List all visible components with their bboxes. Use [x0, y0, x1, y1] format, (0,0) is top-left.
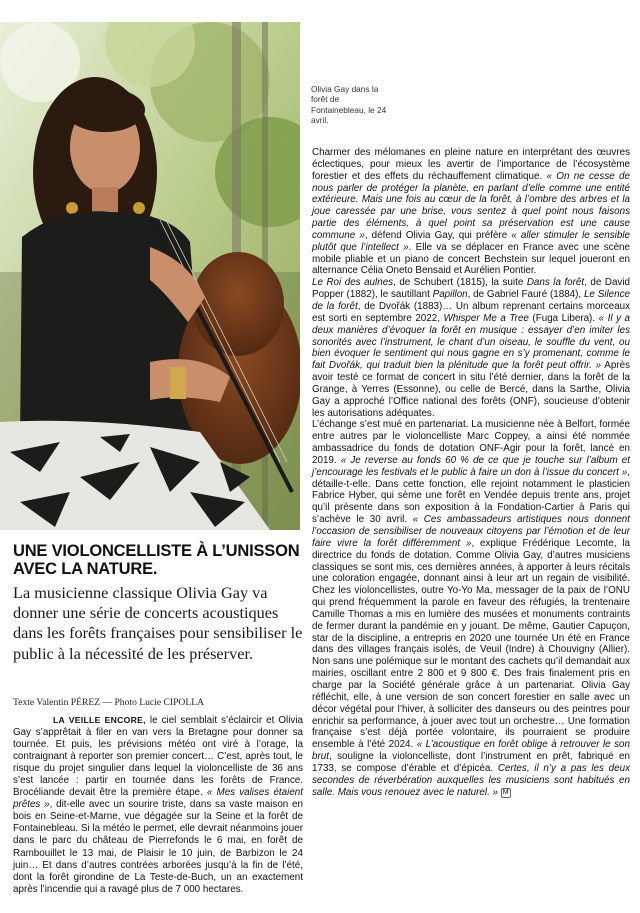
text-run: , détaille-t-elle. Dans cette fonction, elle rejoint notamment le plasticien Fabrice Hyber, qui sème une forêt en Vendée depuis trente ans, projet qu’il présente dans son exposition à la Fondation-Cartier à Paris qui s’achève le 30 avril.	[312, 466, 630, 526]
article-deck: La musicienne classique Olivia Gay va donner une série de concerts acoustiques dans les forêts françaises pour sensibiliser le public à la nécessité de les préserver.	[13, 583, 303, 663]
quote-run: Whisper Me a Tree	[443, 312, 529, 324]
text-run: , de David Popper (1882), le sautillant	[312, 277, 631, 301]
quote-run: « Ces ambassadeurs artistiques nous donnent l’occasion de sensibiliser de nouveaux citoyens par l’émotion et de leur faire vivre la forêt différemment »	[312, 514, 631, 549]
end-mark-icon: M	[502, 788, 509, 796]
hero-photo	[0, 22, 300, 530]
text-run: . Elle va se déplacer en France avec une scène mobile pliable et un piano de concert Bechstein sur lequel joueront en alternance Célia Oneto Bensaid et Aurélien Pontier.	[312, 241, 631, 277]
article-headline: UNE VIOLONCELLISTE À L’UNISSON AVEC LA NATURE.	[13, 542, 300, 578]
quote-run: Certes, il n’y a pas les deux secondes de réverbération auxquelles les musiciens sont habitués en salle. Mais vous renouez avec le naturel. »	[312, 762, 630, 798]
lead-paragraph	[13, 714, 303, 896]
quote-run: « Il y a deux manières d’évoquer la forêt en musique : essayer d’en imiter les sonorités avec l’instrument, le chant d’un oiseau, le souffle du vent, ou bien évoquer le sentiment qui nous gagne en s’y promenant, comme le fait Dvořák, qui traduit bien la plénitude que la forêt peut offrir. »	[312, 312, 631, 372]
cellist-illustration	[0, 22, 300, 530]
text-run: , défend Olivia Gay, qui préfère	[364, 229, 512, 241]
quote-run: Le Roi des aulnes	[312, 277, 394, 289]
text-run: Après avoir testé ce format de concert in situ l’été dernier, dans la forêt de la Grange, à Yerres (Essonne), ou celle de Bercé, dans la Sarthe, Olivia Gay a approché l’Office national des forêts (ONF), soucieuse d’obtenir les autorisations adéquates.	[312, 360, 630, 419]
quote-run: « aller stimuler le sensible plutôt que l’intellect »	[312, 229, 631, 253]
text-run: , de Gabriel Fauré (1884),	[467, 289, 584, 301]
body-paragraph	[312, 419, 630, 798]
text-run: , de Schubert (1815), la suite	[393, 277, 527, 289]
quote-run: « Je reverse au fonds 60 % de ce que je touche sur l’album et j’encourage les festivals et le public à faire un don à l’issue du concert »	[312, 454, 630, 478]
body-column-left	[13, 714, 303, 896]
quote-run: « L’acoustique en forêt oblige à retrouver le son brut	[312, 739, 630, 763]
quote-run: Papillon	[432, 289, 468, 301]
text-run: L’échange s’est mué en partenariat. La musicienne née à Belfort, formée entre autres par le violoncelliste Marc Coppey, a ainsi été nommée ambassadrice du fonds de dotation ONF-Agir pour la forêt, lancé en 2019.	[312, 419, 630, 466]
quote-run: « On ne cesse de nous parler de protéger la planète, en parlant d’elle comme une entité extérieure. Mais une fois au cœur de la forêt, à l’ombre des arbres et la joue caressée par une brise, vous sentez à quel point nous faisons partie des éléments, à quel point sa préservation est une cause commune »	[312, 170, 630, 241]
text-run: , de Dvořák (1883)… Un album reprenant certains morceaux est sorti en septembre 2022,	[312, 300, 631, 324]
text-run: , explique Frédérique Lecomte, la directrice du fonds de dotation. Comme Olivia Gay, d’autres musiciens classiques se sont mis, ces dernières années, à apporter à leurs récitals une coloration engagée, donnant ainsi à leur art un regain de visibilité. Chez les violoncellistes, outre Yo-Yo Ma, messager de la paix de l’ONU qui prend fréquemment la parole en faveur des réfugiés, la trentenaire Camille Thomas a mis en lumière des musées et monuments contraints de fermer durant la pandémie en y jouant. De même, Gautier Capuçon, star de la discipline, a entrepris en 2020 une tournée Un été en France dans des villages français isolés, de Veuil (Indre) à Chouvigny (Allier). Non sans une polémique sur le montant des cachets qu’il demandait aux mairies, oscillant entre 2 800 et 9 800 €. Des frais finalement pris en charge par la Société générale grâce à un partenariat. Olivia Gay réfléchit, elle, à une version de son concert forestier en salle avec un décor végétal pour l’hiver, à solliciter des danseurs ou des peintres pour enrichir sa performance, à jouer avec tout un orchestre… Une formation française s’est déjà portée volontaire, ils pourraient se produire ensemble à l’été 2024.	[312, 537, 630, 751]
article-credits: Texte Valentin PÉREZ — Photo Lucie CIPOLLA	[13, 697, 205, 708]
quote-run: Le Silence de la forêt	[312, 289, 630, 312]
body-column-right	[312, 147, 630, 798]
text-run: (Fuga Libera).	[528, 312, 599, 324]
text-run: Charmer des mélomanes en pleine nature en interprétant des œuvres éclectiques, pour mieux les avertir de l’importance de l’écosystème forestier et des effets du réchauffement climatique.	[312, 147, 630, 182]
text-run: , dit-elle avec un sourire triste, dans sa vaste maison en bois en Seine-et-Marne, vue dégagée sur la Seine et la forêt de Fontainebleau. Si la météo le permet, elle devrait néanmoins jouer dans le parc du château de Pierrefonds le 6 mai, en forêt de Rambouillet le 13 mai, de Plaisir le 10 juin, de Barbizon le 24 juin… Et dans d’autres contrées arborées jusqu’à la fin de l’été, dont la forêt girondine de La Teste-de-Buch, un an exactement après l’incendie qui a ravagé plus de 7 000 hectares.	[13, 799, 303, 895]
body-paragraph	[312, 277, 630, 419]
text-run: le ciel semblait s’éclaircir et Olivia Gay s’apprêtait à filer en van vers la Bretagne pour donner sa tournée. Et puis, les prévisions météo ont viré à l’orage, la contraignant à reporter son premier concert… C’est, après tout, le risque du projet singulier dans lequel la violoncelliste de 36 ans s’est lancée : partir en tournée dans les forêts de France. Brocéliande devait être la première étape.	[13, 715, 304, 799]
body-paragraph	[312, 147, 630, 277]
lead-in: LA VEILLE ENCORE,	[53, 715, 146, 725]
text-run: , souligne la violoncelliste, dont l’instrument en prêt, fabriqué en 1733, se compose d’érable et d’épicéa.	[312, 751, 630, 774]
quote-run: « Mes valises étaient prêtes »	[13, 787, 304, 811]
quote-run: Dans la forêt	[526, 277, 585, 289]
photo-caption: Olivia Gay dans la forêt de Fontainebleau, le 24 avril.	[311, 84, 387, 126]
